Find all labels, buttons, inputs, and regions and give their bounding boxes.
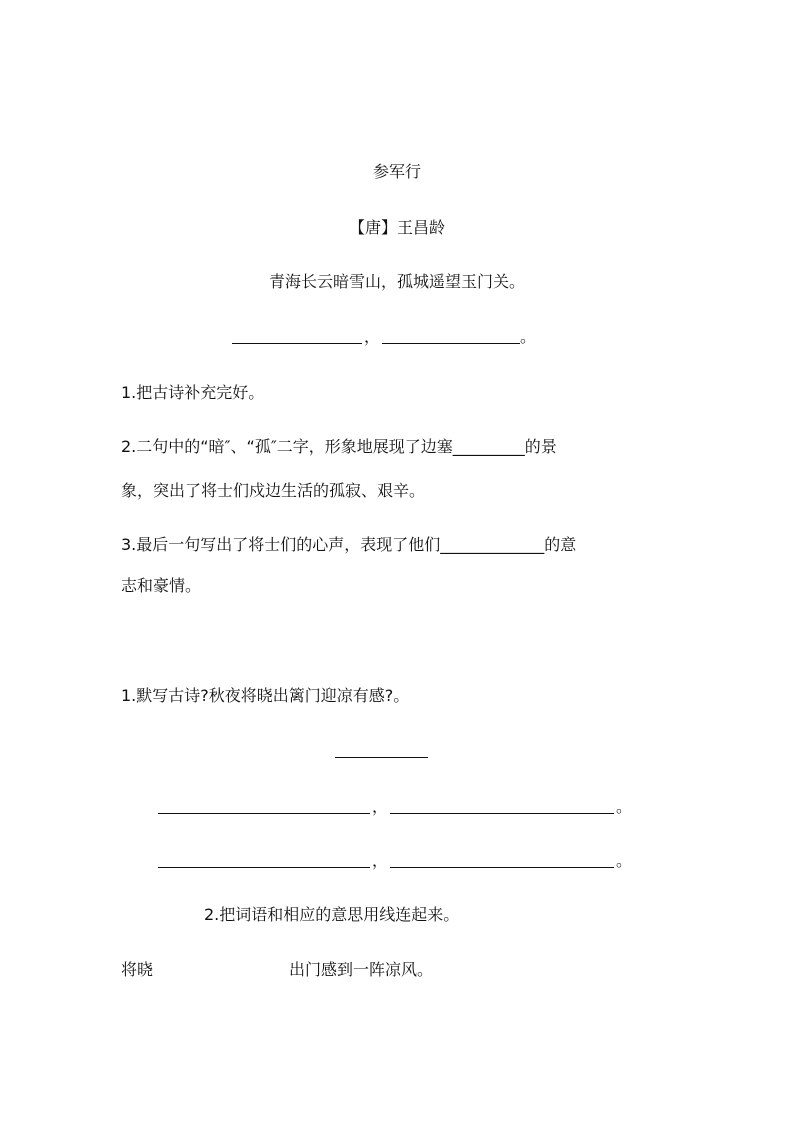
- dictation-question: 1.默写古诗?秋夜将晓出篱门迎凉有感?。: [121, 686, 410, 705]
- question-3-line-2: 志和豪情。: [121, 576, 202, 595]
- title-blank-line[interactable]: [335, 757, 428, 758]
- poem-title: 参军行: [372, 162, 421, 181]
- question-3-line-1: 3.最后一句写出了将士们的心声，表现了他们_____________的意: [121, 535, 577, 554]
- question-2-line-1: 2.二句中的“暗″、“孤″二字，形象地展现了边塞_________的景: [121, 437, 557, 456]
- fill-blank-line[interactable]: [232, 343, 362, 344]
- matching-meaning[interactable]: 出门感到一阵凉风。: [289, 960, 434, 979]
- fill-blank-line[interactable]: [158, 867, 370, 868]
- question-2-line-2: 象，突出了将士们戍边生活的孤寂、艰辛。: [121, 481, 426, 500]
- matching-question: 2.把词语和相应的意思用线连起来。: [204, 905, 460, 924]
- fill-blank-line[interactable]: [390, 867, 614, 868]
- blank-comma: ，: [364, 327, 381, 346]
- matching-word[interactable]: 将晓: [121, 960, 154, 979]
- poem-author: 【唐】王昌龄: [348, 218, 445, 237]
- blank-comma: ，: [372, 851, 389, 870]
- fill-blank-line[interactable]: [158, 813, 370, 814]
- blank-period: 。: [520, 327, 537, 346]
- blank-period: 。: [616, 851, 633, 870]
- fill-blank-line[interactable]: [382, 343, 520, 344]
- question-1: 1.把古诗补充完好。: [121, 383, 265, 402]
- blank-comma: ，: [372, 797, 389, 816]
- poem-line-1: 青海长云暗雪山，孤城遥望玉门关。: [268, 272, 525, 291]
- blank-period: 。: [616, 797, 633, 816]
- fill-blank-line[interactable]: [390, 813, 614, 814]
